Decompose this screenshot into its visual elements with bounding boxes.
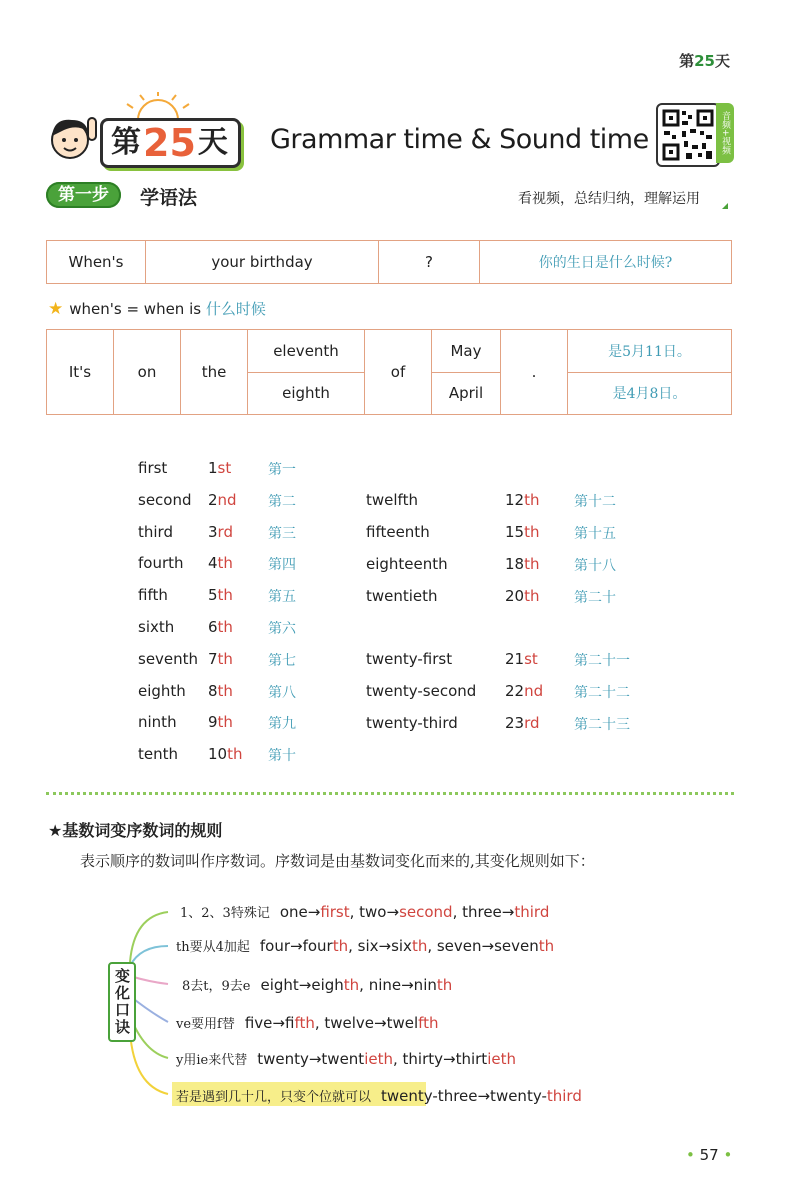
ordinal-suffix: th bbox=[217, 681, 233, 700]
day-suffix: 天 bbox=[714, 52, 730, 70]
rule-example-text: second bbox=[399, 903, 453, 921]
rule-example-text: , thirty→thirt bbox=[392, 1050, 488, 1068]
ordinal-digit: 5 bbox=[208, 586, 218, 605]
table-cell: the bbox=[181, 330, 248, 415]
table-cell: eighth bbox=[248, 372, 365, 415]
ordinal-digit: 21 bbox=[505, 650, 525, 668]
ordinal-translation: 第十二 bbox=[574, 494, 616, 510]
rule-example-text: first bbox=[320, 903, 350, 921]
ordinal-number bbox=[208, 459, 231, 477]
ordinal-suffix: th bbox=[217, 649, 233, 668]
rule-row bbox=[176, 1086, 582, 1105]
table-cell: of bbox=[365, 330, 432, 415]
ordinal-number bbox=[208, 586, 233, 604]
ordinal-suffix: nd bbox=[217, 490, 237, 509]
rule-example-text: , two→ bbox=[349, 903, 400, 921]
ordinal-number bbox=[208, 650, 233, 668]
day-badge bbox=[100, 118, 241, 168]
ordinal-number bbox=[505, 682, 543, 700]
ordinal-translation: 第十八 bbox=[574, 558, 616, 574]
sentence-table-answer bbox=[46, 329, 732, 415]
ordinal-digit: 10 bbox=[208, 745, 228, 764]
qr-code-icon bbox=[658, 105, 718, 165]
table-cell-translation: 是4月8日。 bbox=[568, 372, 732, 415]
ordinal-suffix: th bbox=[524, 587, 540, 605]
rule-example-text: fth bbox=[294, 1014, 315, 1032]
ordinal-digit: 1 bbox=[208, 459, 218, 477]
day-number: 25 bbox=[694, 52, 715, 70]
ordinal-word: twentieth bbox=[366, 587, 438, 605]
ordinal-number bbox=[208, 491, 237, 509]
rule-example-text: th bbox=[436, 976, 453, 994]
ordinal-digit: 9 bbox=[208, 713, 218, 732]
ordinal-digit: 22 bbox=[505, 682, 525, 700]
ordinal-suffix: nd bbox=[524, 682, 544, 700]
page-title: Grammar time & Sound time bbox=[270, 124, 649, 155]
ordinal-digit: 8 bbox=[208, 681, 218, 700]
contraction-note bbox=[48, 298, 266, 319]
ordinal-number bbox=[208, 682, 233, 700]
ordinal-translation: 第七 bbox=[268, 652, 296, 669]
rule-example-text: twenty→twent bbox=[257, 1050, 365, 1068]
badge-suffix: 天 bbox=[197, 125, 228, 160]
ordinal-translation: 第四 bbox=[268, 557, 296, 574]
corner-triangle-icon bbox=[722, 203, 728, 209]
table-cell: eleventh bbox=[248, 330, 365, 373]
ordinal-word: eighth bbox=[138, 681, 186, 700]
table-cell-translation: 是5月11日。 bbox=[568, 330, 732, 373]
ordinal-word: fifteenth bbox=[366, 523, 430, 541]
ordinal-suffix: rd bbox=[524, 714, 540, 732]
table-cell: . bbox=[501, 330, 568, 415]
star-icon: ★ bbox=[48, 299, 64, 319]
ordinal-translation: 第二十 bbox=[574, 590, 616, 606]
table-cell: May bbox=[432, 330, 501, 373]
badge-prefix: 第 bbox=[111, 125, 141, 160]
rule-example-text: ieth bbox=[364, 1050, 393, 1068]
ordinal-digit: 23 bbox=[505, 714, 525, 732]
rule-row bbox=[176, 1013, 439, 1032]
ordinal-translation: 第二十三 bbox=[574, 717, 630, 733]
rule-mnemonic: 8去t，9去e bbox=[182, 979, 251, 994]
rules-title: ★基数词变序数词的规则 bbox=[48, 821, 223, 840]
ordinal-word: first bbox=[138, 459, 168, 477]
table-cell: When's bbox=[47, 241, 146, 284]
rule-example-text: , nine→nin bbox=[359, 976, 437, 994]
rule-example-text: th bbox=[411, 937, 428, 955]
rule-example-text: th bbox=[332, 937, 349, 955]
day-marker bbox=[679, 50, 730, 71]
rule-example-text: , three→ bbox=[452, 903, 515, 921]
table-cell: It's bbox=[47, 330, 114, 415]
sentence-table-question bbox=[46, 240, 732, 284]
ordinal-translation: 第十五 bbox=[574, 526, 616, 542]
ordinal-suffix: rd bbox=[217, 522, 233, 541]
ordinal-suffix: st bbox=[524, 650, 538, 668]
ordinal-word: sixth bbox=[138, 618, 175, 636]
ordinal-suffix: th bbox=[524, 555, 540, 573]
rule-example-text: third bbox=[546, 1087, 582, 1105]
ordinal-translation: 第十 bbox=[268, 748, 296, 765]
ordinal-word: twelfth bbox=[366, 491, 418, 509]
ordinal-word: ninth bbox=[138, 713, 177, 732]
ordinal-suffix: th bbox=[524, 491, 540, 509]
rule-example-text: , twelve→twel bbox=[314, 1014, 419, 1032]
ordinal-digit: 7 bbox=[208, 649, 218, 668]
page-number-text: 57 bbox=[699, 1146, 719, 1164]
ordinal-translation: 第五 bbox=[268, 589, 296, 606]
table-cell: April bbox=[432, 372, 501, 415]
ordinal-digit: 18 bbox=[505, 555, 525, 573]
ordinal-translation: 第六 bbox=[268, 621, 296, 637]
rule-example-text: twenty-three→twenty- bbox=[381, 1087, 547, 1105]
table-cell: on bbox=[114, 330, 181, 415]
boy-mascot-icon bbox=[44, 112, 104, 166]
ordinal-number bbox=[208, 618, 233, 636]
ordinal-translation: 第二十二 bbox=[574, 685, 630, 701]
rule-example-text: eight→eigh bbox=[260, 976, 344, 994]
ordinal-word: fourth bbox=[138, 554, 184, 573]
rule-example-text: , seven→seven bbox=[427, 937, 539, 955]
ordinal-number bbox=[505, 714, 540, 732]
ordinal-word: eighteenth bbox=[366, 555, 448, 573]
rule-example-text: one→ bbox=[279, 903, 321, 921]
rule-row bbox=[176, 1049, 516, 1068]
ordinal-suffix: th bbox=[217, 586, 233, 605]
dot-icon: • bbox=[723, 1146, 733, 1164]
rule-row bbox=[180, 902, 549, 921]
note-translation: 什么时候 bbox=[205, 300, 266, 318]
rule-example-text: ieth bbox=[487, 1050, 516, 1068]
ordinal-digit: 20 bbox=[505, 587, 525, 605]
rule-mnemonic: 1、2、3特殊记 bbox=[180, 906, 270, 921]
rule-example-text: third bbox=[514, 903, 550, 921]
ordinal-suffix: st bbox=[217, 459, 232, 477]
ordinal-number bbox=[505, 555, 539, 573]
table-cell-translation: 你的生日是什么时候? bbox=[480, 241, 732, 284]
ordinal-word: fifth bbox=[138, 586, 168, 605]
ordinal-number bbox=[208, 745, 242, 763]
rule-example-text: four→four bbox=[259, 937, 333, 955]
rule-example-text: , six→six bbox=[348, 937, 412, 955]
ordinal-word: tenth bbox=[138, 745, 179, 764]
ordinal-word: second bbox=[138, 490, 192, 509]
qr-code[interactable] bbox=[656, 103, 720, 167]
rule-mnemonic: ve要用f替 bbox=[176, 1017, 235, 1032]
ordinal-number bbox=[505, 650, 538, 668]
ordinal-translation: 第九 bbox=[268, 716, 296, 733]
ordinal-word: twenty-third bbox=[366, 714, 458, 732]
rule-row bbox=[182, 975, 452, 994]
qr-label: 音频+视频 bbox=[716, 103, 734, 163]
ordinal-digit: 4 bbox=[208, 554, 218, 573]
rule-row bbox=[176, 936, 554, 955]
dotted-divider bbox=[46, 792, 734, 795]
ordinal-suffix: th bbox=[227, 745, 243, 764]
ordinal-word: twenty-first bbox=[366, 650, 453, 668]
rule-example-text: th bbox=[343, 976, 360, 994]
ordinal-translation: 第二十一 bbox=[574, 653, 630, 669]
rule-mnemonic: th要从4加起 bbox=[176, 940, 250, 955]
ordinal-number bbox=[505, 491, 539, 509]
ordinal-suffix: th bbox=[217, 618, 233, 636]
ordinal-suffix: th bbox=[217, 713, 233, 732]
ordinal-digit: 3 bbox=[208, 522, 218, 541]
step-title: 学语法 bbox=[140, 187, 198, 209]
ordinal-suffix: th bbox=[217, 554, 233, 573]
ordinal-number bbox=[505, 587, 539, 605]
ordinal-word: twenty-second bbox=[366, 682, 477, 700]
ordinal-digit: 6 bbox=[208, 618, 218, 636]
ordinal-digit: 12 bbox=[505, 491, 525, 509]
page-number bbox=[686, 1146, 732, 1164]
rule-example-text: five→fi bbox=[244, 1014, 295, 1032]
dot-icon: • bbox=[686, 1146, 695, 1164]
ordinal-translation: 第二 bbox=[268, 493, 296, 510]
ordinal-digit: 2 bbox=[208, 490, 218, 509]
table-cell: your birthday bbox=[146, 241, 379, 284]
rule-example-text: fth bbox=[418, 1014, 439, 1032]
note-text: when's = when is bbox=[69, 300, 202, 318]
ordinal-translation: 第三 bbox=[268, 525, 296, 542]
ordinal-number bbox=[208, 713, 233, 731]
ordinal-number bbox=[208, 523, 233, 541]
rule-mnemonic: y用ie来代替 bbox=[176, 1053, 248, 1068]
step-pill: 第一步 bbox=[46, 182, 121, 208]
ordinal-word: third bbox=[138, 522, 173, 541]
ordinal-suffix: th bbox=[524, 523, 540, 541]
ordinal-word: seventh bbox=[138, 649, 199, 668]
badge-number: 25 bbox=[143, 121, 196, 165]
rule-mnemonic: 若是遇到几十几，只变个位就可以 bbox=[176, 1090, 372, 1105]
ordinal-translation: 第一 bbox=[268, 462, 296, 478]
ordinal-number bbox=[208, 554, 233, 572]
table-cell: ? bbox=[379, 241, 480, 284]
ordinal-number bbox=[505, 523, 539, 541]
ordinal-translation: 第八 bbox=[268, 684, 296, 701]
rules-description: 表示顺序的数词叫作序数词。序数词是由基数词变化而来的,其变化规则如下： bbox=[80, 852, 595, 870]
step-hint: 看视频，总结归纳，理解运用 bbox=[518, 191, 700, 207]
ordinal-digit: 15 bbox=[505, 523, 525, 541]
rule-example-text: th bbox=[538, 937, 555, 955]
mind-map-label: 变化口诀 bbox=[108, 962, 136, 1042]
day-prefix: 第 bbox=[679, 52, 695, 70]
